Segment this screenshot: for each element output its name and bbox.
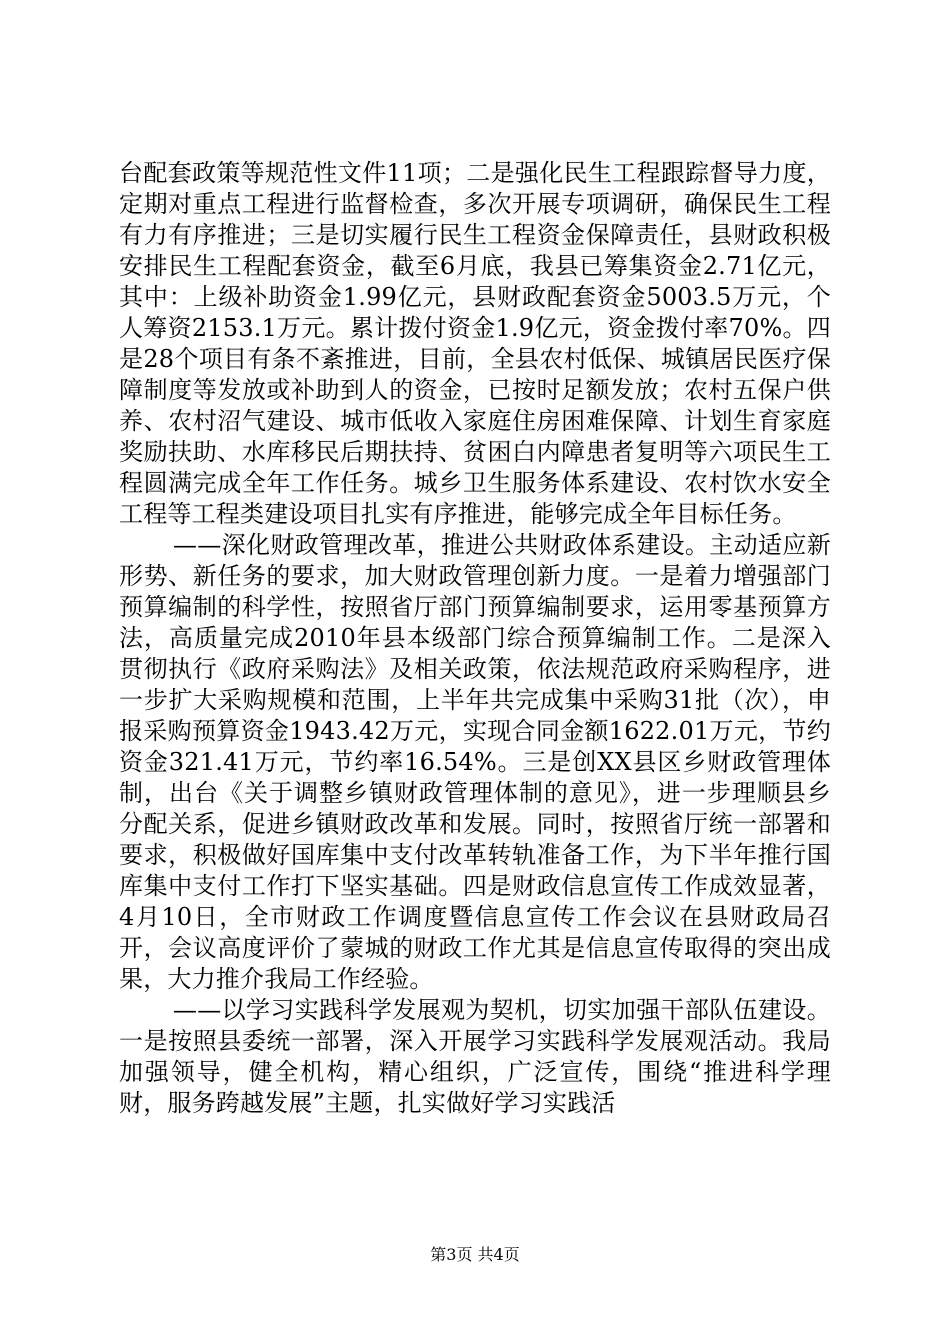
page-footer: 第3页 共4页 bbox=[430, 1245, 520, 1264]
body-paragraph-3: ——以学习实践科学发展观为契机，切实加强干部队伍建设。一是按照县委统一部署，深入开展学习实践科学发展观活动。我局加强领导，健全机构，精心组织，广泛宣传，围绕“推进科学理财，服务跨越发展”主题，扎实做好学习实践活 bbox=[119, 996, 831, 1117]
body-paragraph-1: 台配套政策等规范性文件11项；二是强化民生工程跟踪督导力度，定期对重点工程进行监督检查，多次开展专项调研，确保民生工程有力有序推进；三是切实履行民生工程资金保障责任，县财政积极安排民生工程配套资金，截至6月底，我县已筹集资金2.71亿元，其中：上级补助资金1.99亿元，县财政配套资金5003.5万元，个人筹资2153.1万元。累计拨付资金1.9亿元，资金拨付率70%。四是28个项目有条不紊推进，目前，全县农村低保、城镇居民医疗保障制度等发放或补助到人的资金，已按时足额发放；农村五保户供养、农村沼气建设、城市低收入家庭住房困难保障、计划生育家庭奖励扶助、水库移民后期扶持、贫困白内障患者复明等六项民生工程圆满完成全年工作任务。城乡卫生服务体系建设、农村饮水安全工程等工程类建设项目扎实有序推进，能够完成全年目标任务。 bbox=[119, 159, 831, 528]
body-paragraph-2: ——深化财政管理改革，推进公共财政体系建设。主动适应新形势、新任务的要求，加大财政管理创新力度。一是着力增强部门预算编制的科学性，按照省厅部门预算编制要求，运用零基预算方法，高质量完成2010年县本级部门综合预算编制工作。二是深入贯彻执行《政府采购法》及相关政策，依法规范政府采购程序，进一步扩大采购规模和范围，上半年共完成集中采购31批（次），申报采购预算资金1943.42万元，实现合同金额1622.01万元，节约资金321.41万元，节约率16.54%。三是创XX县区乡财政管理体制，出台《关于调整乡镇财政管理体制的意见》，进一步理顺县乡分配关系，促进乡镇财政改革和发展。同时，按照省厅统一部署和要求，积极做好国库集中支付改革转轨准备工作，为下半年推行国库集中支付工作打下坚实基础。四是财政信息宣传工作成效显著，4月10日，全市财政工作调度暨信息宣传工作会议在县财政局召开，会议高度评价了蒙城的财政工作尤其是信息宣传取得的突出成果，大力推介我局工作经验。 bbox=[119, 531, 831, 993]
document-body bbox=[119, 158, 831, 1119]
